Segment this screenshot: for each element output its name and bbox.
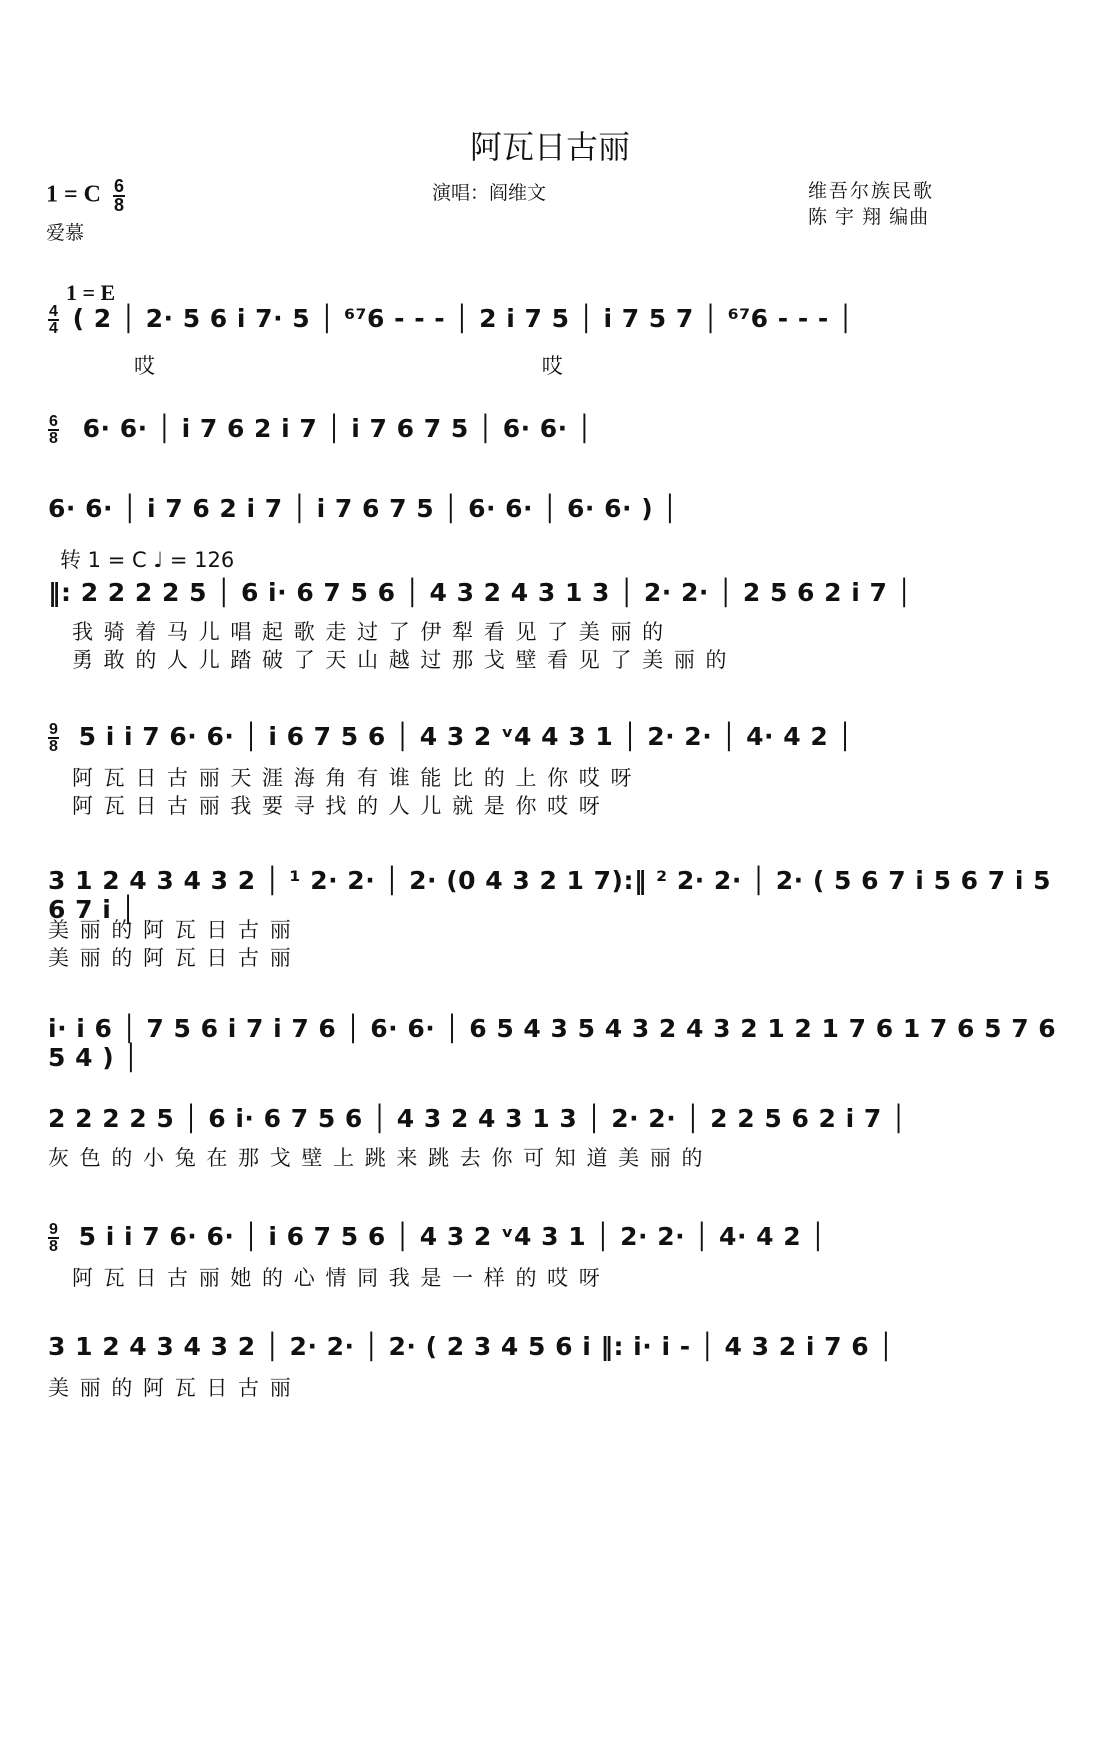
lyric-ai-1: 哎 [134, 354, 157, 378]
notes-line-2: 6· 6· │ i 7 6 2 i 7 │ i 7 6 7 5 │ 6· 6· │ [82, 414, 593, 444]
time-num: 6 [114, 176, 125, 196]
notation-line-10: 3 1 2 4 3 4 3 2 │ 2· 2· │ 2· ( 2 3 4 5 6 i ‖: i· i - │ 4 3 2 i 7 6 │ [48, 1332, 894, 1361]
key-change: 转 1 = C [60, 548, 147, 572]
time-den: 8 [114, 195, 125, 216]
time-signature-9-8: $\frac{9}{8}$ [49, 721, 59, 756]
notation-line-3: 6· 6· │ i 7 6 2 i 7 │ i 7 6 7 5 │ 6· 6· │ 6· 6· ) │ [48, 494, 678, 523]
notation-line-7: i· i 6 │ 7 5 6 i 7 i 7 6 │ 6· 6· │ 6 5 4 3 5 4 3 2 4 3 2 1 2 1 7 6 1 7 6 5 7 6 5 4 ) │ [48, 1014, 1057, 1072]
time-signature [113, 178, 125, 214]
lyrics-line-6b: 美 丽 的 阿 瓦 日 古 丽 [48, 946, 293, 970]
intro-key: 1 = E [66, 280, 116, 305]
notation-line-6: 3 1 2 4 3 4 3 2 │ ¹ 2· 2· │ 2· (0 4 3 2 1 7):‖ ² 2· 2· │ 2· ( 5 6 7 i 5 6 7 i 5 6 7 i │ [48, 866, 1052, 924]
time-signature-9-8-b: $\frac{9}{8}$ [49, 1221, 59, 1256]
lyrics-line-5b: 阿 瓦 日 古 丽 我 要 寻 找 的 人 儿 就 是 你 哎 呀 [72, 794, 602, 818]
lyrics-line-10: 美 丽 的 阿 瓦 日 古 丽 [48, 1376, 293, 1400]
singer-credit: 演唱：阎维文 [432, 182, 547, 204]
time-signature-4-4: $\frac{4}{4}$ [49, 303, 59, 338]
lyrics-line-9: 阿 瓦 日 古 丽 她 的 心 情 同 我 是 一 样 的 哎 呀 [72, 1266, 602, 1290]
notation-line-8: 2 2 2 2 5 │ 6 i· 6 7 5 6 │ 4 3 2 4 3 1 3 │ 2· 2· │ 2 2 5 6 2 i 7 │ [48, 1104, 907, 1133]
origin-credit: 维吾尔族民歌 [808, 180, 935, 202]
lyrics-line-5a: 阿 瓦 日 古 丽 天 涯 海 角 有 谁 能 比 的 上 你 哎 呀 [72, 766, 634, 790]
key-label: 1 = C [46, 181, 102, 208]
notes-line-1: ( 2 │ 2· 5 6 i 7· 5 │ ⁶⁷6 - - - │ 2 i 7 5 │ i 7 5 7 │ ⁶⁷6 - - - │ [72, 304, 854, 334]
page-title: 阿瓦日古丽 [469, 128, 630, 166]
notation-line-1 [48, 304, 1058, 336]
lyrics-line-8: 灰 色 的 小 兔 在 那 戈 壁 上 跳 来 跳 去 你 可 知 道 美 丽 的 [48, 1146, 705, 1170]
time-signature-6-8: $\frac{6}{8}$ [49, 413, 59, 448]
arranger-credit: 陈 宇 翔 编曲 [808, 206, 930, 228]
lyrics-line-1 [48, 350, 1058, 380]
lyrics-line-6a: 美 丽 的 阿 瓦 日 古 丽 [48, 918, 293, 942]
notes-line-5: 5 i i 7 6· 6· │ i 6 7 5 6 │ 4 3 2 ᵛ4 4 3 1 │ 2· 2· │ 4· 4 2 │ [78, 722, 853, 752]
notes-line-9: 5 i i 7 6· 6· │ i 6 7 5 6 │ 4 3 2 ᵛ4 3 1 │ 2· 2· │ 4· 4 2 │ [78, 1222, 826, 1252]
lyrics-line-4b: 勇 敢 的 人 儿 踏 破 了 天 山 越 过 那 戈 壁 看 见 了 美 丽 的 [72, 648, 729, 672]
notation-line-5 [48, 722, 1058, 754]
lyric-ai-2: 哎 [541, 354, 565, 378]
mood-marking: 爱慕 [46, 222, 85, 244]
lyrics-line-4a: 我 骑 着 马 儿 唱 起 歌 走 过 了 伊 犁 看 见 了 美 丽 的 [72, 620, 666, 644]
tempo-marking [60, 544, 234, 574]
notation-line-9 [48, 1222, 1058, 1254]
notation-line-2 [48, 414, 1058, 446]
notation-line-4: ‖: 2 2 2 2 5 │ 6 i· 6 7 5 6 │ 4 3 2 4 3 1 3 │ 2· 2· │ 2 5 6 2 i 7 │ [48, 578, 913, 607]
key-signature [46, 178, 125, 214]
tempo-value: ♩ = 126 [153, 548, 235, 572]
